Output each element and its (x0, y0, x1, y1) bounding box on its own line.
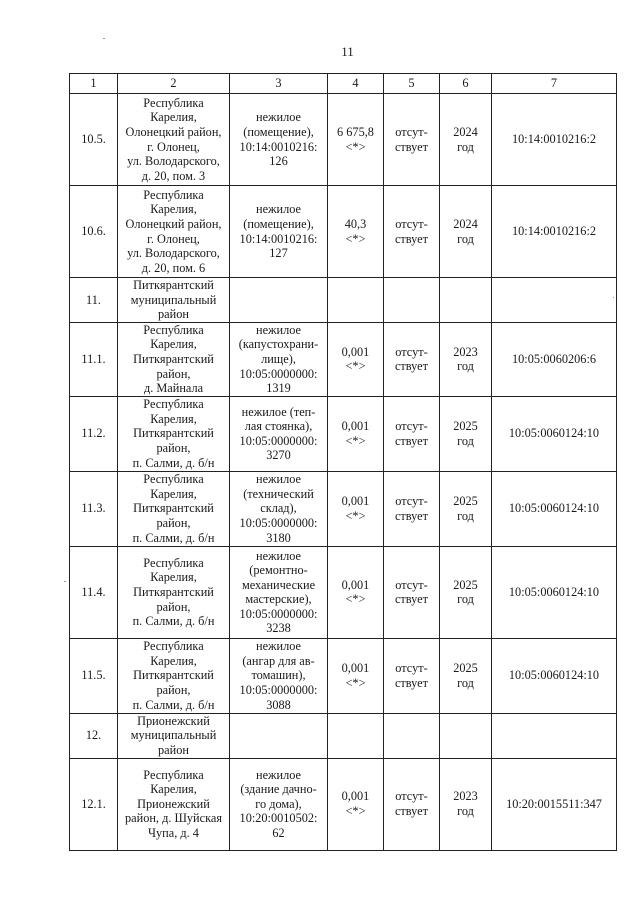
column-header: 6 (440, 74, 492, 94)
table-row (70, 322, 617, 396)
row-number-cell: 10.6. (70, 186, 118, 278)
area-cell: 0,001 <*> (328, 322, 384, 396)
year-cell: 2024 год (440, 186, 492, 278)
area-cell: 6 675,8 <*> (328, 94, 384, 186)
column-header: 4 (328, 74, 384, 94)
address-cell: Республика Карелия, Прионежский район, д. Шуйская Чупа, д. 4 (118, 758, 230, 850)
encumbrance-cell: отсут- ствует (384, 396, 440, 471)
year-cell: 2023 год (440, 322, 492, 396)
area-cell: 0,001 <*> (328, 758, 384, 850)
object-cell: нежилое (ремонтно- механические мастерские), 10:05:0000000: 3238 (230, 546, 328, 638)
cadastral-number-cell (492, 278, 617, 323)
column-header-row (70, 74, 617, 94)
encumbrance-cell: отсут- ствует (384, 322, 440, 396)
year-cell: 2023 год (440, 758, 492, 850)
table-row (70, 758, 617, 850)
object-cell (230, 713, 328, 758)
encumbrance-cell (384, 713, 440, 758)
table-row (70, 186, 617, 278)
row-number-cell: 11.4. (70, 546, 118, 638)
column-header: 1 (70, 74, 118, 94)
scan-mark (64, 581, 66, 582)
row-number-cell: 11.1. (70, 322, 118, 396)
row-number-cell: 12.1. (70, 758, 118, 850)
cadastral-number-cell: 10:05:0060124:10 (492, 396, 617, 471)
area-cell: 0,001 <*> (328, 546, 384, 638)
cadastral-number-cell: 10:05:0060124:10 (492, 471, 617, 546)
object-cell: нежилое (теп- лая стоянка), 10:05:0000000: 3270 (230, 396, 328, 471)
row-number-cell: 11.2. (70, 396, 118, 471)
table-row (70, 396, 617, 471)
table-row (70, 546, 617, 638)
row-number-cell: 12. (70, 713, 118, 758)
object-cell (230, 278, 328, 323)
column-header: 3 (230, 74, 328, 94)
table-row (70, 278, 617, 323)
encumbrance-cell (384, 278, 440, 323)
area-cell: 0,001 <*> (328, 396, 384, 471)
cadastral-number-cell: 10:14:0010216:2 (492, 94, 617, 186)
encumbrance-cell: отсут- ствует (384, 186, 440, 278)
cadastral-number-cell: 10:20:0015511:347 (492, 758, 617, 850)
encumbrance-cell: отсут- ствует (384, 546, 440, 638)
address-cell: Прионежский муниципальный район (118, 713, 230, 758)
table-row (70, 471, 617, 546)
area-cell: 0,001 <*> (328, 638, 384, 713)
address-cell: Республика Карелия, Олонецкий район, г. Олонец, ул. Володарского, д. 20, пом. 3 (118, 94, 230, 186)
cadastral-number-cell: 10:05:0060206:6 (492, 322, 617, 396)
address-cell: Республика Карелия, Олонецкий район, г. Олонец, ул. Володарского, д. 20, пом. 6 (118, 186, 230, 278)
address-cell: Республика Карелия, Питкярантский район, п. Салми, д. б/н (118, 471, 230, 546)
registry-table (69, 73, 617, 851)
object-cell: нежилое (капустохрани- лище), 10:05:0000000: 1319 (230, 322, 328, 396)
area-cell (328, 713, 384, 758)
year-cell (440, 713, 492, 758)
column-header: 2 (118, 74, 230, 94)
address-cell: Республика Карелия, Питкярантский район, д. Майнала (118, 322, 230, 396)
address-cell: Республика Карелия, Питкярантский район, п. Салми, д. б/н (118, 396, 230, 471)
object-cell: нежилое (ангар для ав- томашин), 10:05:0000000: 3088 (230, 638, 328, 713)
table-row (70, 713, 617, 758)
page-number: 11 (341, 44, 354, 59)
address-cell: Питкярантский муниципальный район (118, 278, 230, 323)
object-cell: нежилое (помещение), 10:14:0010216: 127 (230, 186, 328, 278)
year-cell: 2025 год (440, 396, 492, 471)
encumbrance-cell: отсут- ствует (384, 94, 440, 186)
encumbrance-cell: отсут- ствует (384, 758, 440, 850)
area-cell: 0,001 <*> (328, 471, 384, 546)
year-cell (440, 278, 492, 323)
row-number-cell: 11. (70, 278, 118, 323)
year-cell: 2025 год (440, 471, 492, 546)
row-number-cell: 11.3. (70, 471, 118, 546)
area-cell: 40,3 <*> (328, 186, 384, 278)
cadastral-number-cell: 10:14:0010216:2 (492, 186, 617, 278)
row-number-cell: 11.5. (70, 638, 118, 713)
address-cell: Республика Карелия, Питкярантский район, п. Салми, д. б/н (118, 546, 230, 638)
scan-mark (103, 38, 105, 39)
encumbrance-cell: отсут- ствует (384, 638, 440, 713)
encumbrance-cell: отсут- ствует (384, 471, 440, 546)
address-cell: Республика Карелия, Питкярантский район, п. Салми, д. б/н (118, 638, 230, 713)
cadastral-number-cell: 10:05:0060124:10 (492, 546, 617, 638)
object-cell: нежилое (технический склад), 10:05:0000000: 3180 (230, 471, 328, 546)
area-cell (328, 278, 384, 323)
column-header: 7 (492, 74, 617, 94)
cadastral-number-cell (492, 713, 617, 758)
row-number-cell: 10.5. (70, 94, 118, 186)
year-cell: 2024 год (440, 94, 492, 186)
year-cell: 2025 год (440, 638, 492, 713)
year-cell: 2025 год (440, 546, 492, 638)
table-row (70, 638, 617, 713)
table-row (70, 94, 617, 186)
column-header: 5 (384, 74, 440, 94)
object-cell: нежилое (помещение), 10:14:0010216: 126 (230, 94, 328, 186)
object-cell: нежилое (здание дачно- го дома), 10:20:0010502: 62 (230, 758, 328, 850)
cadastral-number-cell: 10:05:0060124:10 (492, 638, 617, 713)
